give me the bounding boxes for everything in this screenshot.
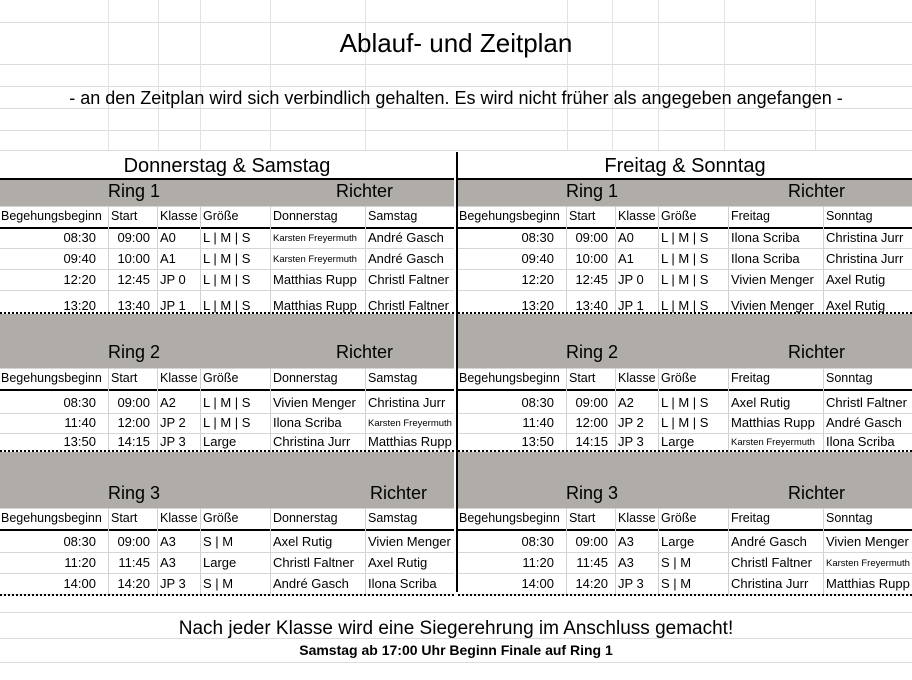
column-header: Begehungsbeginn (1, 371, 102, 385)
row-rule (0, 248, 454, 249)
table-cell: A2 (160, 395, 176, 410)
table-cell: 11:40 (522, 415, 554, 430)
table-cell: Axel Rutig (826, 272, 886, 287)
column-separator (365, 206, 366, 318)
table-cell: 12:00 (117, 415, 150, 430)
table-cell: JP 3 (618, 434, 644, 449)
table-cell: 13:20 (521, 298, 554, 313)
column-separator (728, 206, 729, 318)
grid-line (365, 0, 366, 150)
column-separator (823, 206, 824, 318)
column-header: Klasse (160, 371, 198, 385)
column-header: Begehungsbeginn (1, 511, 102, 525)
richter-label: Richter (336, 342, 394, 362)
column-separator (108, 368, 109, 454)
row-rule (458, 269, 912, 270)
column-header: Sonntag (826, 209, 873, 223)
table-cell: 10:00 (575, 251, 608, 266)
table-cell: Ilona Scriba (731, 251, 800, 266)
table-cell: S | M (661, 555, 692, 570)
footer-final: Samstag ab 17:00 Uhr Beginn Finale auf Ring 1 (299, 642, 613, 658)
grid-line (270, 0, 271, 150)
table-cell: 11:20 (64, 555, 96, 570)
richter-label: Richter (788, 342, 846, 362)
table-cell: 13:20 (63, 298, 96, 313)
table-cell: JP 0 (618, 272, 644, 287)
table-cell: André Gasch (731, 534, 807, 549)
table-cell: A0 (160, 230, 176, 245)
table-cell: 08:30 (63, 230, 96, 245)
column-header-rule (0, 227, 454, 229)
table-cell: Ilona Scriba (731, 230, 800, 245)
table-cell: Christina Jurr (368, 395, 446, 410)
column-header: Klasse (618, 511, 656, 525)
column-separator (566, 206, 567, 318)
grid-line (0, 22, 912, 23)
ring-end-rule (458, 594, 912, 596)
table-cell: Christina Jurr (731, 576, 809, 591)
footer-note: Nach jeder Klasse wird eine Siegerehrung im Anschluss gemacht! (178, 618, 734, 639)
table-cell: 12:45 (575, 272, 608, 287)
table-cell: 08:30 (521, 534, 554, 549)
table-cell: Matthias Rupp (273, 298, 357, 313)
row-rule (0, 206, 454, 207)
table-cell: 11:40 (64, 415, 96, 430)
column-separator (200, 368, 201, 454)
table-cell: 12:00 (575, 415, 608, 430)
table-cell: 14:15 (117, 434, 150, 449)
column-header: Sonntag (826, 371, 873, 385)
table-cell: 13:40 (575, 298, 608, 313)
row-rule (458, 248, 912, 249)
table-cell: Vivien Menger (826, 534, 909, 549)
table-cell: 09:00 (117, 534, 150, 549)
column-header: Größe (661, 511, 697, 525)
table-cell: Christina Jurr (826, 230, 904, 245)
column-header: Donnerstag (273, 209, 338, 223)
ring-end-rule (0, 594, 454, 596)
table-cell: 11:45 (118, 555, 150, 570)
richter-label: Richter (788, 181, 846, 201)
table-cell: Vivien Menger (731, 298, 814, 313)
table-cell: L | M | S (203, 298, 251, 313)
row-rule (0, 269, 454, 270)
richter-label: Richter (788, 483, 846, 503)
row-rule (458, 413, 912, 414)
row-rule (0, 368, 454, 369)
row-rule (458, 206, 912, 207)
row-rule (0, 573, 454, 574)
table-cell: L | M | S (661, 251, 709, 266)
day-header: Donnerstag & Samstag (123, 155, 331, 177)
richter-label: Richter (336, 181, 394, 201)
table-cell: Large (661, 534, 695, 549)
column-separator (728, 368, 729, 454)
table-cell: Large (203, 434, 237, 449)
column-separator (200, 206, 201, 318)
table-cell: 12:20 (521, 272, 554, 287)
table-cell: JP 0 (160, 272, 186, 287)
table-cell: JP 1 (160, 298, 186, 313)
column-header: Freitag (731, 511, 770, 525)
table-cell: 09:00 (575, 230, 608, 245)
column-header: Samstag (368, 511, 418, 525)
table-cell: 14:15 (575, 434, 608, 449)
table-cell: Karsten Freyermuth (273, 233, 357, 244)
grid-line (108, 0, 109, 150)
table-cell: JP 3 (160, 434, 186, 449)
column-header-rule (458, 227, 912, 229)
table-cell: L | M | S (203, 395, 251, 410)
grid-line (0, 612, 912, 613)
column-header: Begehungsbeginn (1, 209, 102, 223)
ring-label: Ring 1 (566, 181, 619, 201)
table-cell: Ilona Scriba (826, 434, 895, 449)
table-cell: L | M | S (661, 298, 709, 313)
table-cell: A0 (618, 230, 634, 245)
row-rule (458, 573, 912, 574)
table-cell: Christl Faltner (731, 555, 812, 570)
column-header: Größe (661, 209, 697, 223)
table-cell: André Gasch (368, 251, 444, 266)
grid-line (724, 0, 725, 150)
grid-line (158, 0, 159, 150)
ring-label: Ring 1 (108, 181, 161, 201)
column-header: Donnerstag (273, 511, 338, 525)
table-cell: Christina Jurr (826, 251, 904, 266)
table-cell: A3 (160, 555, 176, 570)
grid-line (658, 0, 659, 150)
table-cell: Matthias Rupp (368, 434, 452, 449)
table-cell: 11:20 (522, 555, 554, 570)
column-header: Sonntag (826, 511, 873, 525)
table-cell: 14:20 (575, 576, 608, 591)
column-header: Begehungsbeginn (459, 209, 560, 223)
column-header: Samstag (368, 371, 418, 385)
table-cell: 08:30 (521, 395, 554, 410)
table-cell: Ilona Scriba (273, 415, 342, 430)
table-cell: 13:50 (521, 434, 554, 449)
table-cell: JP 1 (618, 298, 644, 313)
table-cell: L | M | S (203, 272, 251, 287)
table-cell: Large (661, 434, 695, 449)
table-cell: Karsten Freyermuth (826, 558, 910, 569)
column-header: Start (569, 511, 596, 525)
table-cell: André Gasch (273, 576, 349, 591)
column-separator (157, 206, 158, 318)
row-rule (0, 290, 454, 291)
column-header: Donnerstag (273, 371, 338, 385)
row-rule (458, 508, 912, 509)
table-cell: 09:00 (575, 534, 608, 549)
table-cell: A1 (160, 251, 176, 266)
table-cell: S | M (661, 576, 692, 591)
column-header: Größe (203, 371, 239, 385)
table-cell: 08:30 (521, 230, 554, 245)
table-cell: André Gasch (826, 415, 902, 430)
column-header: Begehungsbeginn (459, 511, 560, 525)
column-header: Klasse (160, 511, 198, 525)
table-cell: 09:00 (117, 395, 150, 410)
column-header-rule (458, 389, 912, 391)
table-cell: L | M | S (661, 230, 709, 245)
table-cell: Karsten Freyermuth (368, 418, 452, 429)
table-cell: Matthias Rupp (273, 272, 357, 287)
column-header: Klasse (618, 371, 656, 385)
table-cell: Ilona Scriba (368, 576, 437, 591)
column-header: Start (111, 511, 138, 525)
grid-line (567, 0, 568, 150)
day-header: Freitag & Sonntag (604, 155, 766, 177)
column-separator (566, 368, 567, 454)
grid-line (0, 86, 912, 87)
table-cell: Axel Rutig (826, 298, 886, 313)
richter-label: Richter (370, 483, 428, 503)
column-header: Start (569, 371, 596, 385)
table-cell: 08:30 (63, 534, 96, 549)
column-separator (270, 206, 271, 318)
table-cell: 13:40 (117, 298, 150, 313)
table-cell: JP 3 (160, 576, 186, 591)
table-cell: A3 (160, 534, 176, 549)
row-rule (0, 508, 454, 509)
table-cell: Christl Faltner (826, 395, 907, 410)
table-cell: 08:30 (63, 395, 96, 410)
table-cell: 09:40 (521, 251, 554, 266)
column-separator (157, 368, 158, 454)
column-header: Klasse (618, 209, 656, 223)
table-cell: Large (203, 555, 237, 570)
page-subtitle: - an den Zeitplan wird sich verbindlich gehalten. Es wird nicht früher als angegeben angefangen - (69, 88, 843, 108)
table-cell: 14:00 (63, 576, 96, 591)
column-separator (615, 206, 616, 318)
grid-line (815, 0, 816, 150)
table-cell: Christina Jurr (273, 434, 351, 449)
row-rule (0, 552, 454, 553)
table-cell: A2 (618, 395, 634, 410)
grid-line (0, 130, 912, 131)
ring-label: Ring 3 (566, 483, 619, 503)
table-cell: Karsten Freyermuth (273, 254, 357, 265)
column-header: Samstag (368, 209, 418, 223)
column-separator (108, 206, 109, 318)
table-cell: 11:45 (576, 555, 608, 570)
table-cell: Axel Rutig (273, 534, 333, 549)
table-cell: Axel Rutig (368, 555, 428, 570)
column-header: Begehungsbeginn (459, 371, 560, 385)
table-cell: Karsten Freyermuth (731, 437, 815, 448)
column-header-rule (0, 529, 454, 531)
table-cell: Vivien Menger (731, 272, 814, 287)
table-cell: L | M | S (203, 415, 251, 430)
table-cell: Axel Rutig (731, 395, 791, 410)
table-cell: L | M | S (661, 415, 709, 430)
table-cell: 14:00 (521, 576, 554, 591)
grid-line (0, 150, 912, 151)
table-cell: JP 2 (160, 415, 186, 430)
table-cell: André Gasch (368, 230, 444, 245)
column-header: Start (111, 209, 138, 223)
table-cell: Christl Faltner (368, 272, 449, 287)
column-separator (658, 368, 659, 454)
table-cell: Matthias Rupp (826, 576, 910, 591)
table-cell: L | M | S (203, 230, 251, 245)
column-separator (365, 368, 366, 454)
row-rule (458, 368, 912, 369)
column-header: Klasse (160, 209, 198, 223)
column-header-rule (458, 529, 912, 531)
grid-line (612, 0, 613, 150)
ring-label: Ring 2 (566, 342, 619, 362)
column-header: Freitag (731, 371, 770, 385)
table-cell: S | M (203, 534, 234, 549)
center-divider (456, 152, 458, 592)
table-cell: S | M (203, 576, 234, 591)
column-separator (270, 368, 271, 454)
row-rule (458, 290, 912, 291)
ring-label: Ring 2 (108, 342, 161, 362)
column-separator (823, 368, 824, 454)
table-cell: JP 2 (618, 415, 644, 430)
column-separator (658, 206, 659, 318)
column-header: Start (569, 209, 596, 223)
column-header: Größe (203, 209, 239, 223)
table-cell: L | M | S (661, 395, 709, 410)
column-separator (615, 368, 616, 454)
page-title: Ablauf- und Zeitplan (339, 28, 573, 58)
grid-line (200, 0, 201, 150)
table-cell: 12:45 (117, 272, 150, 287)
table-cell: 09:00 (575, 395, 608, 410)
column-header: Start (111, 371, 138, 385)
table-cell: JP 3 (618, 576, 644, 591)
table-cell: L | M | S (661, 272, 709, 287)
grid-line (0, 64, 912, 65)
row-rule (458, 552, 912, 553)
table-cell: 09:00 (117, 230, 150, 245)
column-header: Größe (661, 371, 697, 385)
table-cell: 12:20 (63, 272, 96, 287)
column-header: Freitag (731, 209, 770, 223)
table-cell: 14:20 (117, 576, 150, 591)
table-cell: Vivien Menger (273, 395, 356, 410)
row-rule (0, 413, 454, 414)
table-cell: A3 (618, 555, 634, 570)
table-cell: Christl Faltner (368, 298, 449, 313)
table-cell: 10:00 (117, 251, 150, 266)
table-cell: L | M | S (203, 251, 251, 266)
grid-line (0, 662, 912, 663)
table-cell: Matthias Rupp (731, 415, 815, 430)
table-cell: Vivien Menger (368, 534, 451, 549)
table-cell: A1 (618, 251, 634, 266)
table-cell: 13:50 (63, 434, 96, 449)
column-header: Größe (203, 511, 239, 525)
column-header-rule (0, 389, 454, 391)
table-cell: A3 (618, 534, 634, 549)
ring-label: Ring 3 (108, 483, 161, 503)
table-cell: 09:40 (63, 251, 96, 266)
table-cell: Christl Faltner (273, 555, 354, 570)
